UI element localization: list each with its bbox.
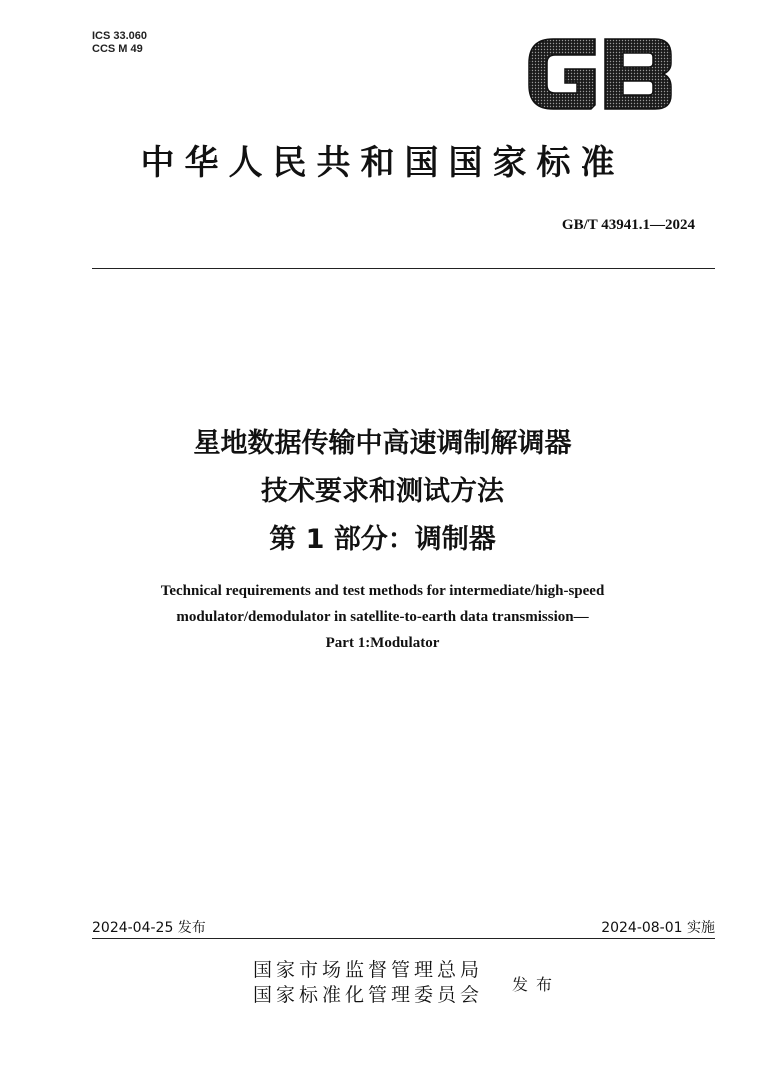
footer-divider [92, 938, 715, 939]
classification-codes [92, 30, 147, 56]
issuer-samr: 国家市场监督管理总局 [253, 959, 484, 981]
english-title [0, 578, 765, 656]
publish-label: 发布 [512, 975, 561, 994]
standard-code: GB/T 43941.1—2024 [561, 217, 695, 233]
issuer-sac: 国家标准化管理委员会 [253, 984, 484, 1006]
chinese-title-line-3: 第 1 部分：调制器 [269, 524, 496, 555]
header-divider [92, 268, 715, 269]
english-title-line-1: Technical requirements and test methods for intermediate/high-speed [160, 583, 605, 599]
standard-category-title: 中华人民共和国国家标准 [140, 143, 625, 183]
issue-date: 2024-04-25 发布 [92, 920, 206, 936]
issuing-authorities [253, 958, 483, 1008]
english-title-line-2: modulator/demodulator in satellite-to-earth data transmission— [176, 609, 589, 625]
gb-logo-icon [525, 33, 675, 113]
ics-code: ICS 33.060 [92, 30, 148, 42]
ccs-code: CCS M 49 [92, 43, 143, 55]
english-title-line-3: Part 1:Modulator [325, 635, 440, 651]
implementation-date: 2024-08-01 实施 [601, 920, 715, 936]
chinese-title [0, 420, 765, 564]
chinese-title-line-2: 技术要求和测试方法 [261, 476, 504, 507]
chinese-title-line-1: 星地数据传输中高速调制解调器 [193, 428, 572, 459]
